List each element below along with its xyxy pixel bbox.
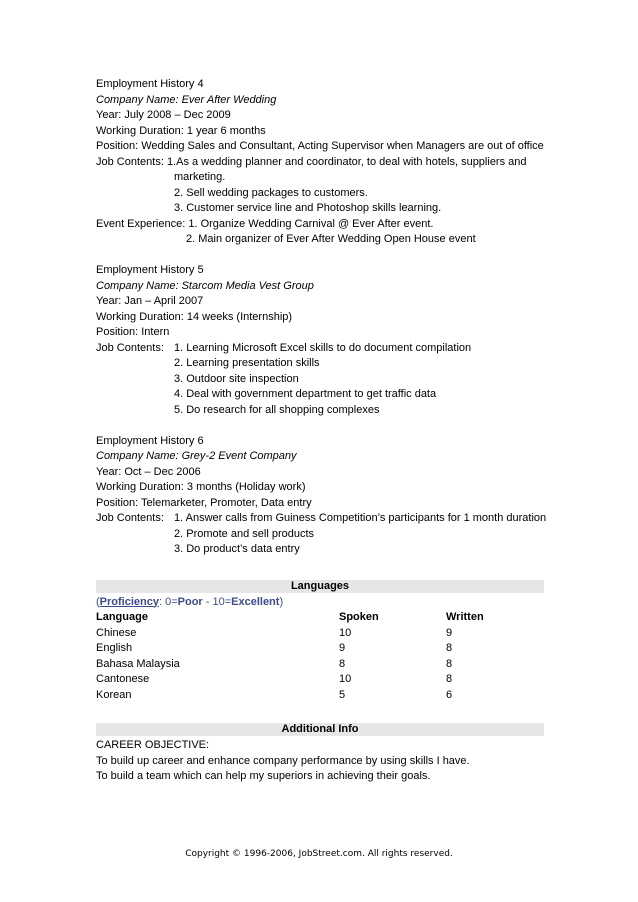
position: Position: Telemarketer, Promoter, Data entry (96, 496, 312, 509)
legend-scale-sep: - 10= (202, 595, 232, 608)
spacer (96, 248, 544, 264)
languages-section-header: Languages (96, 580, 544, 593)
job-contents-line (96, 155, 544, 171)
legend-poor: Poor (177, 595, 203, 608)
spoken-score: 9 (339, 642, 346, 654)
column-header-language: Language (96, 611, 148, 623)
position: Position: Wedding Sales and Consultant, Acting Supervisor when Managers are out of office (96, 140, 544, 152)
job-contents-line (96, 341, 544, 357)
career-objective-line: To build up career and enhance company performance by using skills I have. (96, 754, 470, 767)
job-content-item: 3. Customer service line and Photoshop skills learning. (174, 202, 442, 214)
written-score: 8 (446, 657, 453, 670)
column-header-written: Written (446, 611, 484, 623)
table-row (96, 688, 544, 704)
job-content-item: 3. Outdoor site inspection (174, 372, 299, 385)
proficiency-legend (96, 595, 544, 611)
job-content-item: 3. Do product’s data entry (174, 543, 300, 555)
table-row (96, 626, 544, 642)
written-score: 6 (446, 688, 453, 701)
written-score: 8 (446, 642, 453, 654)
year: Year: Jan – April 2007 (96, 295, 204, 307)
written-score: 8 (446, 673, 453, 685)
proficiency-label: Proficiency (99, 595, 159, 608)
career-objective-line: To build a team which can help my superiors in achieving their goals. (96, 770, 431, 782)
history-title: Employment History 5 (96, 264, 204, 276)
legend-paren: ) (279, 595, 284, 608)
table-row (96, 657, 544, 673)
spoken-score: 10 (339, 673, 352, 685)
legend-paren: ( (96, 595, 100, 608)
company-name: Company Name: Starcom Media Vest Group (96, 279, 314, 292)
employment-history-5 (96, 263, 544, 418)
year: Year: Oct – Dec 2006 (96, 465, 201, 478)
job-content-item: 4. Deal with government department to get traffic data (174, 388, 437, 400)
working-duration: Working Duration: 3 months (Holiday work) (96, 481, 306, 493)
language-name: English (96, 642, 133, 654)
spoken-score: 8 (339, 657, 346, 670)
job-content-item: 2. Sell wedding packages to customers. (174, 186, 368, 199)
event-experience-line (96, 217, 544, 233)
table-row (96, 641, 544, 657)
history-title: Employment History 4 (96, 78, 204, 90)
employment-history-6 (96, 434, 547, 558)
event-item: 1. Organize Wedding Carnival @ Ever After event. (188, 217, 434, 230)
written-score: 9 (446, 626, 453, 639)
column-header-spoken: Spoken (339, 611, 379, 623)
legend-scale-start: : 0= (158, 595, 178, 608)
language-table-header (96, 610, 544, 626)
history-title: Employment History 6 (96, 434, 204, 447)
event-experience-label: Event Experience: (96, 217, 189, 230)
employment-history-4 (96, 77, 544, 248)
spacer (96, 418, 544, 434)
career-objective-heading: CAREER OBJECTIVE: (96, 739, 210, 751)
job-content-item: 1. Answer calls from Guiness Competition’s participants for 1 month duration (174, 512, 547, 524)
job-contents-label: Job Contents: (96, 512, 164, 524)
year: Year: July 2008 – Dec 2009 (96, 109, 231, 121)
copyright-footer: Copyright © 1996-2006, JobStreet.com. All rights reserved. (185, 849, 453, 859)
job-content-item: 2. Promote and sell products (174, 527, 315, 540)
additional-info-section-header: Additional Info (96, 723, 544, 736)
language-name: Chinese (96, 626, 137, 639)
working-duration: Working Duration: 1 year 6 months (96, 124, 266, 137)
event-item: 2. Main organizer of Ever After Wedding Open House event (186, 233, 476, 245)
language-name: Cantonese (96, 673, 150, 685)
job-contents-line (96, 511, 547, 527)
spoken-score: 5 (339, 688, 346, 701)
job-content-item: 5. Do research for all shopping complexes (174, 403, 380, 416)
company-name: Company Name: Ever After Wedding (96, 93, 277, 106)
job-content-item: 1.As a wedding planner and coordinator, to deal with hotels, suppliers and (166, 155, 527, 168)
job-contents-label: Job Contents: (96, 155, 167, 168)
language-name: Korean (96, 688, 132, 701)
job-content-item: 2. Learning presentation skills (174, 357, 320, 369)
language-name: Bahasa Malaysia (96, 657, 180, 670)
working-duration: Working Duration: 14 weeks (Internship) (96, 310, 293, 323)
resume-page (96, 77, 547, 785)
company-name: Company Name: Grey-2 Event Company (96, 450, 297, 462)
legend-excellent: Excellent (231, 595, 280, 608)
table-row (96, 672, 544, 688)
job-contents-label: Job Contents: (96, 341, 164, 354)
job-content-item: 1. Learning Microsoft Excel skills to do document compilation (174, 341, 472, 354)
job-content-item: marketing. (174, 171, 226, 183)
position: Position: Intern (96, 326, 170, 338)
spoken-score: 10 (339, 626, 352, 639)
